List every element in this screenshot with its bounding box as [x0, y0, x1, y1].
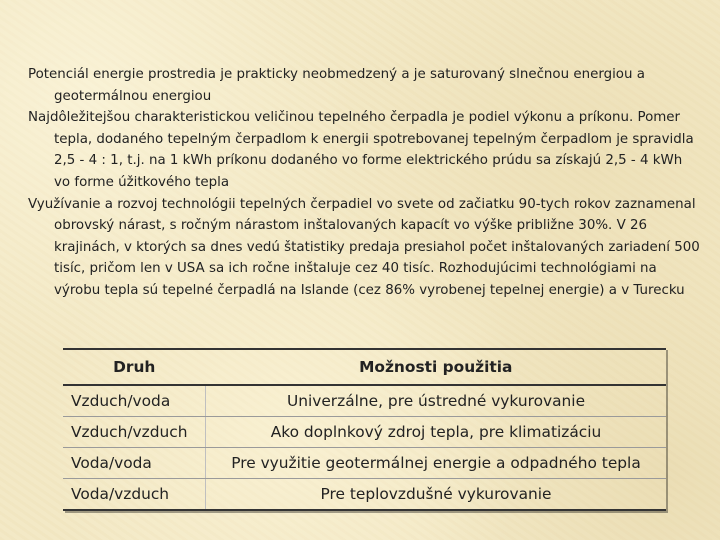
cell-usage: Ako doplnkový zdroj tepla, pre klimatizáciu	[206, 417, 667, 448]
heat-pump-types-table-container	[63, 348, 666, 511]
cell-type: Vzduch/voda	[63, 385, 206, 417]
cell-type: Voda/vzduch	[63, 479, 206, 511]
cell-type: Voda/voda	[63, 448, 206, 479]
header-type: Druh	[63, 349, 206, 385]
paragraph-heat-pump-ratio: Najdôležitejšou charakteristickou veličinou tepelného čerpadla je podiel výkonu a príkonu. Pomer tepla, dodaného tepelným čerpadlom k energii spotrebovanej tepelným čerpadlom je spravidla 2,5 - 4 : 1, t.j. na 1 kWh príkonu dodaného vo forme elektrického prúdu sa získajú 2,5 - 4 kWh vo forme úžitkového tepla	[28, 110, 694, 190]
header-usage: Možnosti použitia	[206, 349, 667, 385]
cell-usage: Pre teplovzdušné vykurovanie	[206, 479, 667, 511]
text-body	[28, 64, 700, 302]
table-row	[63, 448, 666, 479]
cell-usage: Pre využitie geotermálnej energie a odpadného tepla	[206, 448, 667, 479]
heat-pump-types-table	[63, 348, 666, 511]
table-row	[63, 479, 666, 511]
cell-usage: Univerzálne, pre ústredné vykurovanie	[206, 385, 667, 417]
table-row	[63, 417, 666, 448]
paragraph-global-usage: Využívanie a rozvoj technológii tepelných čerpadiel vo svete od začiatku 90-tych rokov zaznamenal obrovský nárast, s ročným nárastom inštalovaných kapacít vo výške približne 30%. V 26 krajinách, v ktorých sa dnes vedú štatistiky predaja presiahol počet inštalovaných zariadení 500 tisíc, pričom len v USA sa ich ročne inštaluje cez 40 tisíc. Rozhodujúcimi technológiami na výrobu tepla sú tepelné čerpadlá na Islande (cez 86% vyrobenej tepelnej energie) a v Turecku	[28, 196, 700, 298]
cell-type: Vzduch/vzduch	[63, 417, 206, 448]
paragraph-environment-potential: Potenciál energie prostredia je prakticky neobmedzený a je saturovaný slnečnou energiou a geotermálnou energiou	[28, 67, 645, 104]
table-row	[63, 385, 666, 417]
table-header-row	[63, 349, 666, 385]
